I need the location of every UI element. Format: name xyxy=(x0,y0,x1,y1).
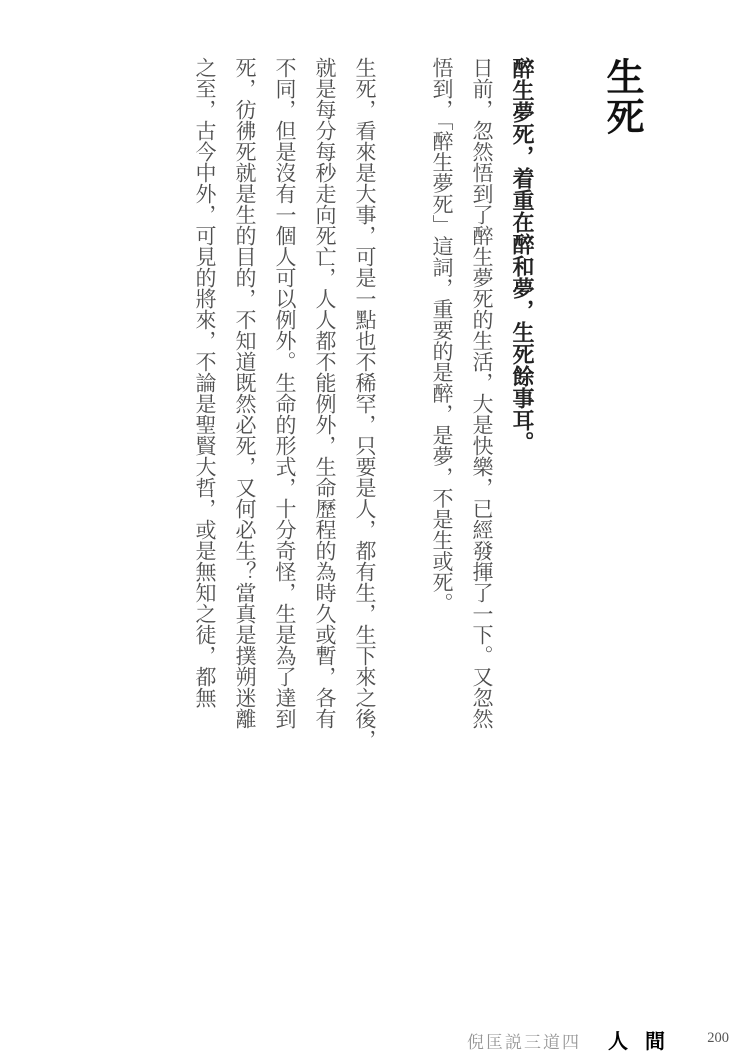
text-column: 之至，古今中外，可見的將來，不論是聖賢大哲，或是無知之徒，都無 xyxy=(193,57,217,708)
vertical-text-content xyxy=(148,57,644,757)
footer-section-name: 人間 xyxy=(608,1031,682,1053)
footer-book-title: 倪匡説三道四 xyxy=(467,1033,581,1052)
text-column: 死，彷彿死就是生的目的，不知道既然必死，又何必生？當真是撲朔迷離 xyxy=(233,57,257,729)
footer-page-number: 200 xyxy=(707,1030,729,1046)
text-column: 日前，忽然悟到了醉生夢死的生活，大是快樂，已經發揮了一下。又忽然 xyxy=(470,57,494,729)
text-column: 醉生夢死，着重在醉和夢，生死餘事耳。 xyxy=(510,57,535,453)
paragraph-intro xyxy=(502,57,542,757)
paragraph xyxy=(422,57,502,757)
text-column: 悟到，「醉生夢死」這詞，重要的是醉，是夢，不是生或死。 xyxy=(430,57,454,614)
text-column: 不同，但是沒有一個人可以例外。生命的形式，十分奇怪，生是為了達到 xyxy=(273,57,297,729)
text-column: 就是每分每秒走向死亡，人人都不能例外，生命歷程的為時久或暫，各有 xyxy=(313,57,337,729)
paragraph xyxy=(185,57,385,757)
text-column: 生死，看來是大事，可是一點也不稀罕，只要是人，都有生，生下來之後， xyxy=(353,57,377,750)
page-title: 生死 xyxy=(600,57,642,137)
